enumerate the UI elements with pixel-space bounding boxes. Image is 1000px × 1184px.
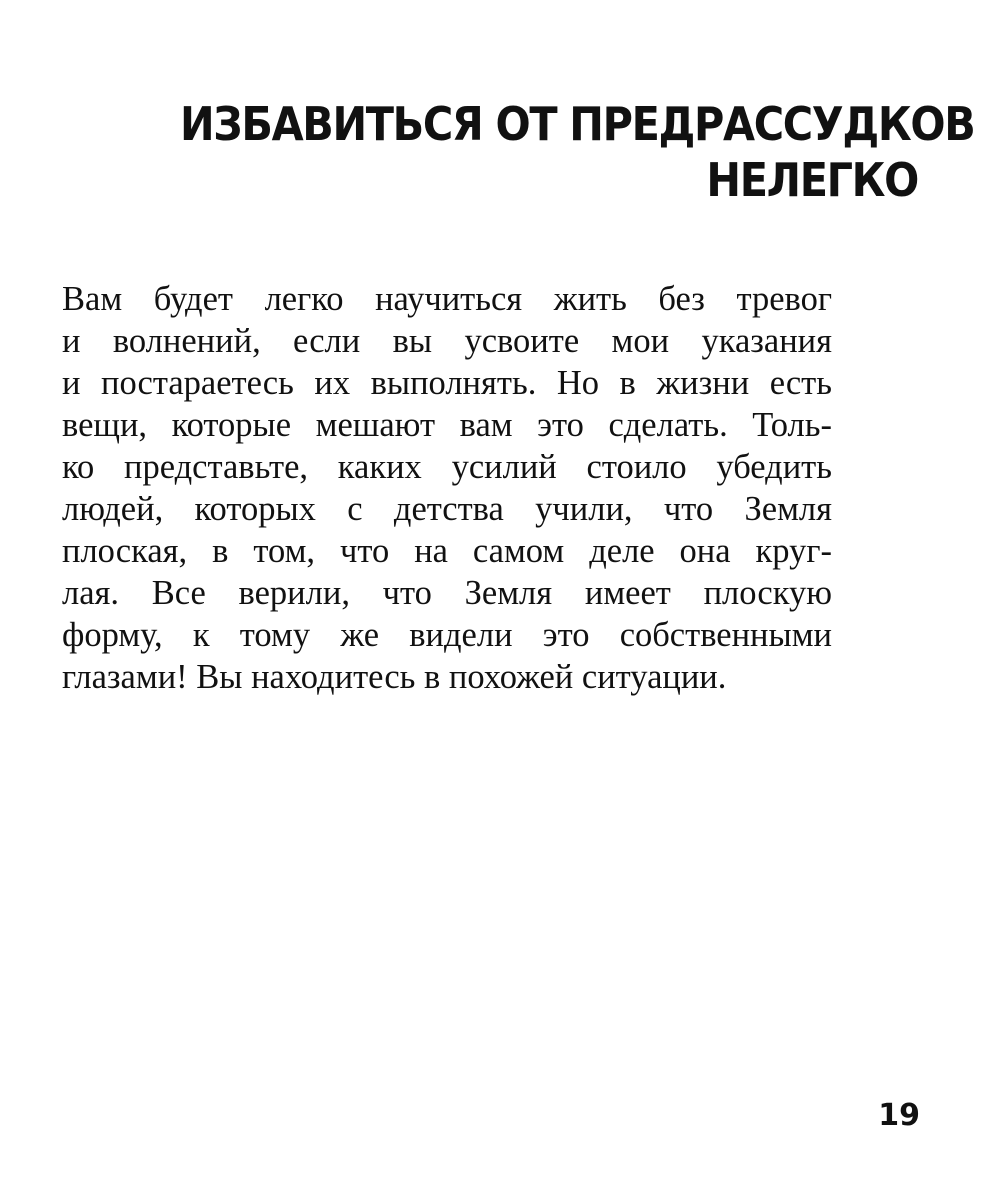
page-number: 19	[878, 1098, 920, 1133]
body-line-3: и постараетесь их выполнять. Но в жизни есть	[62, 364, 832, 402]
body-line-8: лая. Все верили, что Земля имеет плоскую	[62, 574, 832, 612]
body-paragraph	[62, 278, 832, 698]
body-line-1: Вам будет легко научиться жить без тревог	[62, 280, 832, 318]
body-line-6: людей, которых с детства учили, что Земля	[62, 490, 832, 528]
body-line-4: вещи, которые мешают вам это сделать. Толь-	[62, 406, 832, 444]
chapter-heading-line-2: НЕЛЕГКО	[706, 153, 918, 207]
chapter-heading	[180, 96, 975, 208]
body-line-7: плоская, в том, что на самом деле она круг-	[62, 532, 832, 570]
body-line-5: ко представьте, каких усилий стоило убедить	[62, 448, 832, 486]
body-line-10: глазами! Вы находитесь в похожей ситуации.	[62, 658, 727, 696]
body-line-2: и волнений, если вы усвоите мои указания	[62, 322, 832, 360]
chapter-heading-line-1: ИЗБАВИТЬСЯ ОТ ПРЕДРАССУДКОВ	[180, 97, 975, 151]
body-line-9: форму, к тому же видели это собственными	[62, 616, 832, 654]
